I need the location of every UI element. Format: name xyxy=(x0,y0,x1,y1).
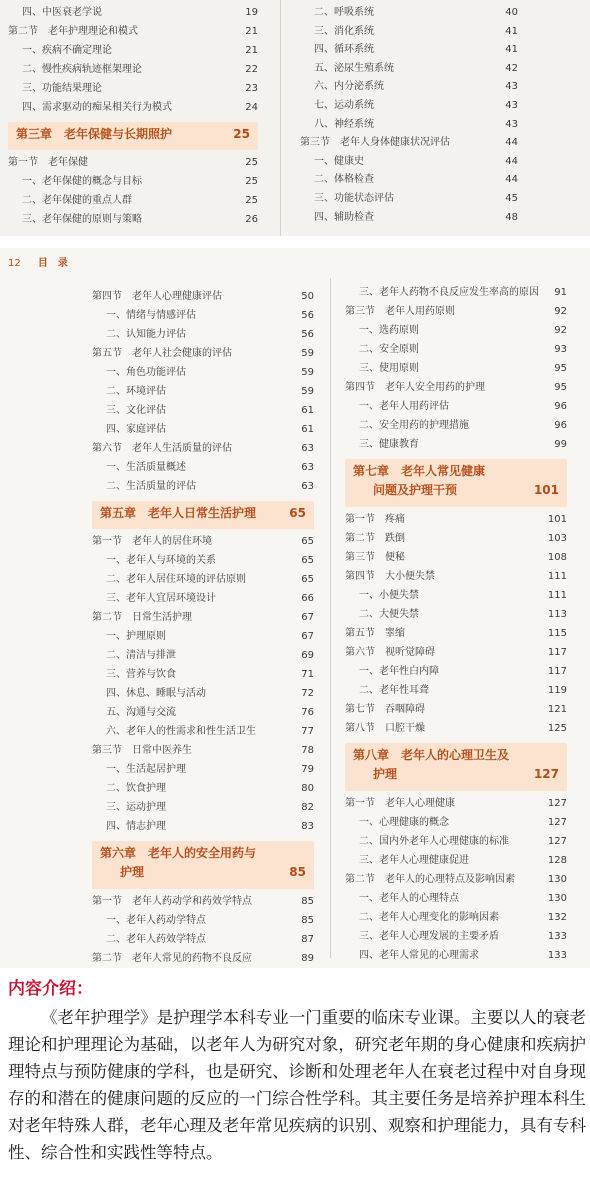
chapter-title: 第三章 老年保健与长期照护 xyxy=(16,127,173,141)
entry-page-number: 117 xyxy=(547,666,567,677)
entry-page-number: 45 xyxy=(505,193,518,204)
toc-section-entry xyxy=(92,893,314,911)
entry-title: 二、清洁与排泄 xyxy=(106,650,176,661)
entry-page-number: 44 xyxy=(505,155,518,167)
entry-title: 一、情绪与情感评估 xyxy=(106,310,196,321)
toc-section-entry xyxy=(345,625,567,643)
toc-section-entry xyxy=(345,379,567,397)
toc-subsection-entry xyxy=(300,60,518,78)
entry-title: 二、老年保健的重点人群 xyxy=(22,195,132,206)
entry-page-number: 56 xyxy=(301,329,314,340)
chapter-title: 第七章 老年人常见健康 xyxy=(353,464,486,478)
toc-subsection-entry xyxy=(92,628,314,646)
entry-page-number: 56 xyxy=(301,310,314,321)
entry-page-number: 26 xyxy=(245,214,258,225)
entry-page-number: 44 xyxy=(505,174,518,186)
entry-page-number: 24 xyxy=(245,102,258,113)
entry-page-number: 127 xyxy=(547,798,567,809)
entry-page-number: 95 xyxy=(554,382,567,393)
toc-section-entry xyxy=(345,795,567,813)
toc-subsection-entry xyxy=(345,417,567,435)
toc-subsection-entry xyxy=(8,42,258,60)
entry-title: 第四节 老年人心理健康评估 xyxy=(92,291,222,302)
chapter-title: 第八章 老年人的心理卫生及 xyxy=(353,748,510,762)
entry-page-number: 67 xyxy=(301,612,314,623)
entry-page-number: 21 xyxy=(245,26,258,37)
toc-subsection-entry xyxy=(92,421,314,439)
entry-page-number: 69 xyxy=(301,650,314,661)
toc-section-entry xyxy=(300,134,518,152)
entry-page-number: 89 xyxy=(301,953,314,964)
toc-subsection-entry xyxy=(300,41,518,59)
entry-page-number: 92 xyxy=(554,306,567,317)
toc-subsection-entry xyxy=(345,890,567,908)
entry-page-number: 80 xyxy=(301,783,314,794)
entry-title: 三、老年人宜居环境设计 xyxy=(106,593,216,604)
chapter-title: 第六章 老年人的安全用药与 xyxy=(100,846,257,860)
entry-title: 第四节 老年人安全用药的护理 xyxy=(345,382,485,393)
entry-page-number: 66 xyxy=(301,593,314,604)
toc-subsection-entry xyxy=(345,322,567,340)
toc-subsection-entry xyxy=(92,931,314,949)
entry-page-number: 59 xyxy=(301,386,314,397)
toc-section-entry xyxy=(345,701,567,719)
entry-page-number: 79 xyxy=(301,764,314,775)
entry-page-number: 133 xyxy=(547,950,567,961)
toc-section-entry xyxy=(92,533,314,551)
chapter-page-number: 101 xyxy=(533,483,559,497)
toc-subsection-entry xyxy=(345,341,567,359)
chapter-title-cont: 护理 xyxy=(120,865,145,879)
entry-title: 第一节 老年保健 xyxy=(8,157,88,168)
entry-page-number: 130 xyxy=(547,893,567,904)
intro-body: 《老年护理学》是护理学本科专业一门重要的临床专业课。主要以人的衰老理论和护理理论为基础，以老年人为研究对象，研究老年期的身心健康和疾病护理特点与预防健康的学科，也是研究、诊断和处理老年人在衰老过程中对自身现存的和潜在的健康问题的反应的一门综合性学科。其主要任务是培养护理本科生对老年特殊人群，老年心理及老年常见疾病的识别、观察和护理能力，具有专科性、综合性和实践性等特点。 xyxy=(8,1008,586,1162)
toc-subsection-entry xyxy=(92,799,314,817)
toc-subsection-entry xyxy=(345,284,567,302)
entry-title: 五、沟通与交流 xyxy=(106,707,176,718)
entry-title: 三、使用原则 xyxy=(359,363,419,374)
entry-page-number: 63 xyxy=(301,462,314,473)
entry-title: 四、循环系统 xyxy=(314,44,374,56)
entry-page-number: 43 xyxy=(505,100,518,111)
toc-section-entry xyxy=(345,511,567,529)
toc-section-entry xyxy=(92,609,314,627)
toc-subsection-entry xyxy=(92,912,314,930)
entry-title: 三、营养与饮食 xyxy=(106,669,176,680)
toc-subsection-entry xyxy=(345,947,567,965)
entry-page-number: 65 xyxy=(301,555,314,566)
toc-subsection-entry xyxy=(345,852,567,870)
entry-page-number: 91 xyxy=(554,287,567,298)
toc-subsection-entry xyxy=(300,171,518,189)
toc-subsection-entry xyxy=(345,833,567,851)
toc-subsection-entry xyxy=(92,666,314,684)
entry-page-number: 61 xyxy=(301,424,314,435)
toc-page-12 xyxy=(0,248,590,968)
toc-subsection-entry xyxy=(92,704,314,722)
toc-subsection-entry xyxy=(8,192,258,210)
intro-title: 内容介绍： xyxy=(8,979,93,999)
entry-page-number: 83 xyxy=(301,821,314,832)
toc-subsection-entry xyxy=(92,571,314,589)
entry-title: 一、老年人药动学特点 xyxy=(106,915,206,926)
entry-title: 一、角色功能评估 xyxy=(106,367,186,378)
entry-title: 二、体格检查 xyxy=(314,174,374,186)
entry-page-number: 25 xyxy=(245,176,258,187)
entry-page-number: 63 xyxy=(301,481,314,492)
entry-title: 二、老年人心理变化的影响因素 xyxy=(359,912,499,923)
toc-section-entry xyxy=(345,568,567,586)
entry-title: 一、老年保健的概念与目标 xyxy=(22,176,142,187)
entry-title: 第二节 日常生活护理 xyxy=(92,612,192,623)
toc-subsection-entry xyxy=(345,814,567,832)
entry-page-number: 125 xyxy=(547,723,567,734)
entry-title: 二、大便失禁 xyxy=(359,609,419,620)
toc-subsection-entry xyxy=(92,307,314,325)
entry-title: 四、老年人常见的心理需求 xyxy=(359,950,479,961)
toc-section-entry xyxy=(345,549,567,567)
entry-title: 四、休息、睡眠与活动 xyxy=(106,688,206,699)
entry-page-number: 92 xyxy=(554,325,567,336)
entry-page-number: 19 xyxy=(245,7,258,18)
toc-subsection-entry xyxy=(92,459,314,477)
entry-page-number: 78 xyxy=(301,745,314,756)
entry-page-number: 43 xyxy=(505,81,518,93)
toc-subsection-entry xyxy=(92,478,314,496)
entry-page-number: 67 xyxy=(301,631,314,642)
entry-page-number: 127 xyxy=(547,836,567,847)
entry-title: 第三节 老年人身体健康状况评估 xyxy=(300,137,450,149)
toc-subsection-entry xyxy=(92,364,314,382)
toc-subsection-entry xyxy=(92,590,314,608)
entry-title: 第二节 老年护理理论和模式 xyxy=(8,26,138,37)
toc-subsection-entry xyxy=(300,23,518,41)
toc-subsection-entry xyxy=(345,436,567,454)
toc-subsection-entry xyxy=(345,606,567,624)
entry-title: 二、环境评估 xyxy=(106,386,166,397)
entry-title: 二、老年人药效学特点 xyxy=(106,934,206,945)
entry-title: 二、生活质量的评估 xyxy=(106,481,196,492)
entry-page-number: 71 xyxy=(301,669,314,680)
toc-section-entry xyxy=(345,530,567,548)
entry-title: 一、护理原则 xyxy=(106,631,166,642)
chapter-heading xyxy=(92,501,314,529)
entry-page-number: 40 xyxy=(505,7,518,18)
entry-title: 第三节 便秘 xyxy=(345,552,405,563)
toc-section-entry xyxy=(92,742,314,760)
entry-page-number: 44 xyxy=(505,137,518,149)
chapter-page-number: 127 xyxy=(533,767,559,781)
toc-subsection-entry xyxy=(300,4,518,22)
entry-title: 第一节 老年人的居住环境 xyxy=(92,536,212,547)
entry-title: 六、老年人的性需求和性生活卫生 xyxy=(106,726,256,737)
entry-title: 第六节 视听觉障碍 xyxy=(345,647,435,658)
entry-page-number: 25 xyxy=(245,195,258,206)
entry-title: 第五节 老年人社会健康的评估 xyxy=(92,348,232,359)
entry-title: 一、疾病不确定理论 xyxy=(22,45,112,56)
entry-title: 四、家庭评估 xyxy=(106,424,166,435)
entry-page-number: 101 xyxy=(547,514,567,525)
entry-page-number: 50 xyxy=(301,291,314,302)
entry-page-number: 117 xyxy=(547,647,567,658)
entry-page-number: 103 xyxy=(547,533,567,544)
entry-title: 三、老年保健的原则与策略 xyxy=(22,214,142,225)
entry-title: 一、小便失禁 xyxy=(359,590,419,601)
entry-title: 第八节 口腔干燥 xyxy=(345,723,425,734)
entry-page-number: 76 xyxy=(301,707,314,718)
chapter-page-number: 85 xyxy=(289,865,306,879)
entry-page-number: 61 xyxy=(301,405,314,416)
toc-subsection-entry xyxy=(8,4,258,22)
toc-subsection-entry xyxy=(92,761,314,779)
toc-subsection-entry xyxy=(345,928,567,946)
toc-section-entry xyxy=(8,154,258,172)
toc-subsection-entry xyxy=(300,116,518,134)
toc-subsection-entry xyxy=(92,780,314,798)
entry-page-number: 23 xyxy=(245,83,258,94)
toc-subsection-entry xyxy=(345,909,567,927)
chapter-page-number: 65 xyxy=(289,506,306,520)
toc-subsection-entry xyxy=(8,211,258,229)
entry-title: 第六节 老年人生活质量的评估 xyxy=(92,443,232,454)
entry-page-number: 85 xyxy=(301,915,314,926)
toc-section-entry xyxy=(92,288,314,306)
entry-page-number: 59 xyxy=(301,348,314,359)
page-header xyxy=(8,254,82,269)
entry-title: 三、健康教育 xyxy=(359,439,419,450)
entry-page-number: 96 xyxy=(554,420,567,431)
entry-page-number: 65 xyxy=(301,536,314,547)
toc-section-entry xyxy=(92,950,314,968)
entry-page-number: 96 xyxy=(554,401,567,412)
entry-title: 一、健康史 xyxy=(314,155,364,167)
toc-subsection-entry xyxy=(92,647,314,665)
entry-title: 二、国内外老年人心理健康的标准 xyxy=(359,836,509,847)
toc-subsection-entry xyxy=(8,61,258,79)
entry-title: 二、慢性疾病轨迹框架理论 xyxy=(22,64,142,75)
toc-subsection-entry xyxy=(8,80,258,98)
entry-title: 第四节 大小便失禁 xyxy=(345,571,435,582)
entry-title: 第一节 老年人药动学和药效学特点 xyxy=(92,896,252,907)
entry-title: 二、呼吸系统 xyxy=(314,7,374,18)
entry-title: 三、功能状态评估 xyxy=(314,193,394,204)
entry-title: 二、老年人居住环境的评估原则 xyxy=(106,574,246,585)
toc-subsection-entry xyxy=(92,402,314,420)
entry-page-number: 63 xyxy=(301,443,314,454)
entry-title: 三、消化系统 xyxy=(314,25,374,37)
entry-title: 七、运动系统 xyxy=(314,100,374,111)
entry-title: 五、泌尿生殖系统 xyxy=(314,62,394,74)
entry-page-number: 108 xyxy=(547,552,567,563)
toc-subsection-entry xyxy=(300,78,518,96)
toc-subsection-entry xyxy=(345,663,567,681)
toc-section-entry xyxy=(92,440,314,458)
entry-title: 三、运动护理 xyxy=(106,802,166,813)
entry-title: 六、内分泌系统 xyxy=(314,81,384,93)
entry-page-number: 115 xyxy=(547,628,567,639)
toc-subsection-entry xyxy=(300,209,518,227)
entry-page-number: 132 xyxy=(547,912,567,923)
entry-page-number: 41 xyxy=(505,44,518,56)
entry-page-number: 95 xyxy=(554,363,567,374)
entry-title: 二、安全原则 xyxy=(359,344,419,355)
toc-subsection-entry xyxy=(92,818,314,836)
page-number: 12 xyxy=(8,258,21,269)
entry-page-number: 77 xyxy=(301,726,314,737)
toc-page-top xyxy=(0,0,590,236)
toc-section-entry xyxy=(345,303,567,321)
entry-page-number: 72 xyxy=(301,688,314,699)
entry-title: 二、认知能力评估 xyxy=(106,329,186,340)
toc-section-entry xyxy=(345,871,567,889)
chapter-title: 第五章 老年人日常生活护理 xyxy=(100,506,257,520)
entry-title: 四、中医衰老学说 xyxy=(22,7,102,18)
entry-title: 二、安全用药的护理措施 xyxy=(359,420,469,431)
toc-section-entry xyxy=(8,23,258,41)
toc-subsection-entry xyxy=(300,153,518,171)
chapter-heading xyxy=(345,743,567,791)
entry-page-number: 42 xyxy=(505,62,518,74)
entry-title: 一、生活起居护理 xyxy=(106,764,186,775)
entry-title: 一、生活质量概述 xyxy=(106,462,186,473)
toc-subsection-entry xyxy=(8,99,258,117)
entry-page-number: 65 xyxy=(301,574,314,585)
entry-page-number: 87 xyxy=(301,934,314,945)
entry-page-number: 48 xyxy=(505,211,518,223)
entry-page-number: 85 xyxy=(301,896,314,907)
entry-title: 四、需求驱动的痴呆相关行为模式 xyxy=(22,102,172,113)
entry-title: 第七节 吞咽障碍 xyxy=(345,704,425,715)
entry-title: 三、功能结果理论 xyxy=(22,83,102,94)
entry-page-number: 111 xyxy=(547,590,567,601)
toc-subsection-entry xyxy=(92,383,314,401)
entry-title: 三、老年人心理发展的主要矛盾 xyxy=(359,931,499,942)
entry-title: 四、情志护理 xyxy=(106,821,166,832)
entry-title: 三、文化评估 xyxy=(106,405,166,416)
entry-title: 一、老年人的心理特点 xyxy=(359,893,459,904)
entry-page-number: 119 xyxy=(547,685,567,696)
chapter-title-cont: 护理 xyxy=(373,767,398,781)
entry-title: 第二节 老年人常见的药物不良反应 xyxy=(92,953,252,964)
entry-page-number: 128 xyxy=(547,855,567,866)
toc-section-entry xyxy=(345,644,567,662)
entry-page-number: 113 xyxy=(547,609,567,620)
toc-section-entry xyxy=(92,345,314,363)
entry-title: 一、心理健康的概念 xyxy=(359,817,449,828)
entry-title: 一、选药原则 xyxy=(359,325,419,336)
entry-title: 第一节 老年人心理健康 xyxy=(345,798,455,809)
entry-title: 第三节 日常中医养生 xyxy=(92,745,192,756)
page-header-label: 目 录 xyxy=(37,258,68,269)
chapter-heading xyxy=(92,841,314,889)
toc-section-entry xyxy=(345,720,567,738)
chapter-heading xyxy=(345,459,567,507)
entry-title: 第三节 老年人用药原则 xyxy=(345,306,455,317)
entry-page-number: 130 xyxy=(547,874,567,885)
content-introduction xyxy=(0,968,590,1196)
column-divider xyxy=(280,0,281,236)
entry-title: 第二节 跌倒 xyxy=(345,533,405,544)
toc-subsection-entry xyxy=(92,723,314,741)
toc-subsection-entry xyxy=(345,360,567,378)
entry-title: 八、神经系统 xyxy=(314,118,374,130)
chapter-page-number: 25 xyxy=(233,127,250,141)
toc-subsection-entry xyxy=(92,552,314,570)
entry-title: 二、饮食护理 xyxy=(106,783,166,794)
entry-page-number: 21 xyxy=(245,45,258,56)
toc-subsection-entry xyxy=(92,685,314,703)
toc-subsection-entry xyxy=(345,587,567,605)
entry-page-number: 127 xyxy=(547,817,567,828)
entry-page-number: 22 xyxy=(245,64,258,75)
toc-subsection-entry xyxy=(300,97,518,115)
entry-title: 二、老年性耳聋 xyxy=(359,685,429,696)
entry-title: 第五节 睾缩 xyxy=(345,628,405,639)
entry-page-number: 43 xyxy=(505,118,518,130)
entry-title: 一、老年性白内障 xyxy=(359,666,439,677)
entry-page-number: 59 xyxy=(301,367,314,378)
entry-title: 一、老年人与环境的关系 xyxy=(106,555,216,566)
toc-subsection-entry xyxy=(8,173,258,191)
entry-page-number: 121 xyxy=(547,704,567,715)
toc-subsection-entry xyxy=(345,398,567,416)
entry-page-number: 25 xyxy=(245,157,258,168)
entry-title: 第一节 疼痛 xyxy=(345,514,405,525)
entry-page-number: 111 xyxy=(547,571,567,582)
entry-page-number: 41 xyxy=(505,25,518,37)
toc-subsection-entry xyxy=(92,326,314,344)
entry-title: 四、辅助检查 xyxy=(314,211,374,223)
entry-title: 三、老年人药物不良反应发生率高的原因 xyxy=(359,287,539,298)
chapter-heading xyxy=(8,122,258,150)
column-divider xyxy=(330,278,331,958)
entry-page-number: 82 xyxy=(301,802,314,813)
chapter-title-cont: 问题及护理干预 xyxy=(373,483,458,497)
entry-page-number: 133 xyxy=(547,931,567,942)
toc-subsection-entry xyxy=(300,190,518,208)
toc-subsection-entry xyxy=(345,682,567,700)
entry-page-number: 93 xyxy=(554,344,567,355)
entry-page-number: 99 xyxy=(554,439,567,450)
entry-title: 一、老年人用药评估 xyxy=(359,401,449,412)
entry-title: 三、老年人心理健康促进 xyxy=(359,855,469,866)
entry-title: 第二节 老年人的心理特点及影响因素 xyxy=(345,874,515,885)
